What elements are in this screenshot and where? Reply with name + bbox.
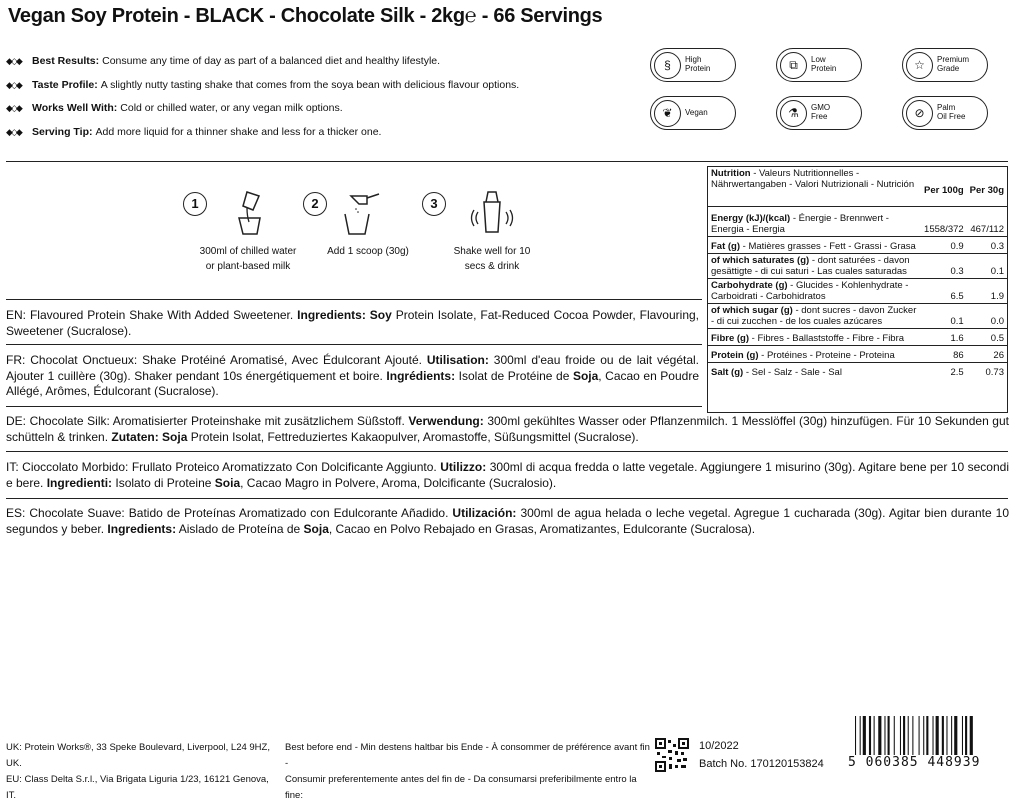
star-icon: ☆	[906, 52, 933, 79]
nutrition-row	[708, 237, 1007, 254]
badge-line1: Vegan	[685, 107, 708, 117]
value-per-100g: 6.5	[921, 279, 967, 304]
step-caption-line1: Add 1 scoop (30g)	[327, 246, 409, 257]
badge-line2: Free	[811, 112, 828, 121]
qr-code-icon	[655, 738, 689, 772]
col-per-30g: Per 30g	[969, 185, 1004, 196]
no-palm-icon: ⊘	[906, 100, 933, 127]
nutrition-row	[708, 304, 1007, 329]
feature-badges	[650, 48, 1010, 144]
badge-vegan	[650, 96, 736, 130]
nutrient-name: Fat (g)	[711, 241, 741, 252]
dna-icon: §	[654, 52, 681, 79]
value-per-100g: 1.6	[921, 329, 967, 346]
step-number: 2	[303, 192, 327, 216]
lang-text: Isolato di Proteine	[112, 475, 215, 490]
lang-bold: Soja	[572, 368, 599, 383]
nutrient-translations: - Fibres - Ballaststoffe - Fibre - Fibra	[749, 333, 905, 344]
nutrition-table	[707, 166, 1008, 413]
step-number: 3	[422, 192, 446, 216]
best-before-line2: Consumir preferentemente antes del fin de - Da consumarsi preferibilmente entro la fine:	[285, 774, 637, 801]
lang-text: , Cacao en Poudre Allégé, Arômes, Édulcorant (Sucralose).	[6, 368, 700, 398]
lang-bold: Zutaten: Soja	[111, 429, 188, 444]
date-batch-block	[699, 737, 824, 773]
badge-high-protein	[650, 48, 736, 82]
lang-bold: Utilización:	[452, 506, 517, 520]
badge-line1: High	[685, 55, 702, 65]
sparkle-icon: ◆◇◆	[6, 56, 21, 67]
nutrient-name: Salt (g)	[711, 367, 744, 378]
nutrition-row	[708, 254, 1007, 279]
nutrient-translations: - Sel - Salz - Sale - Sal	[743, 367, 842, 378]
lang-bold: Ingredienti:	[46, 475, 113, 490]
value-per-30g: 0.73	[985, 367, 1004, 378]
nutrient-translations: - Protéines - Proteine - Proteina	[758, 350, 895, 361]
value-per-30g: 26	[967, 346, 1007, 363]
value-per-30g: 0.1	[967, 254, 1007, 279]
lang-text: Protein Isolate, Fat-Reduced Cocoa Powder, Flavouring, Sweetener (Sucralose).	[6, 308, 699, 338]
ingredients-it	[6, 460, 1009, 491]
benefit-text: A slightly nutty tasting shake that comes from the soya bean with delicious flavour options.	[100, 78, 520, 91]
sparkle-icon: ◆◇◆	[6, 103, 21, 114]
nutrient-name: Fibre (g)	[711, 333, 749, 344]
badge-line2: Oil Free	[937, 112, 966, 121]
benefit-label: Works Well With:	[32, 102, 118, 115]
eu-address: EU: Class Delta S.r.l., Via Brigata Liguria 1/23, 16121 Genova, IT.	[6, 774, 269, 801]
badge-premium-grade	[902, 48, 988, 82]
nutrition-header-row	[708, 167, 1007, 207]
badge-line1: Low	[811, 55, 826, 65]
value-per-30g: 0.0	[967, 304, 1007, 329]
nutrition-row	[708, 363, 1007, 380]
badge-line2: Protein	[811, 64, 837, 73]
best-before-date: 10/2022	[699, 740, 739, 752]
lang-text: FR: Chocolat Onctueux: Shake Protéiné Aromatisé, Avec Édulcorant Ajouté.	[6, 353, 427, 367]
lang-bold: Verwendung:	[408, 414, 484, 428]
address-block	[6, 740, 276, 804]
badge-line1: GMO	[811, 103, 831, 113]
batch-number: Batch No. 170120153824	[699, 758, 824, 770]
lang-text: Protein Isolat, Fettreduziertes Kakaopulver, Aromastoffe, Süßungsmittel (Sucralose).	[187, 429, 639, 444]
badge-low-protein	[776, 48, 862, 82]
nutrient-translations: - dont sucres - davon Zucker - di cui zucchen - de los cuales azúcares	[711, 305, 917, 327]
value-per-100g: 0.1	[921, 304, 967, 329]
value-per-100g: 2.5	[950, 367, 964, 378]
flask-icon: ⚗	[780, 100, 807, 127]
nutrient-translations: - dont saturées - davon gesättigte - di cui saturi - Las cuales saturadas	[711, 255, 910, 277]
best-before-line1: Best before end - Min destens haltbar bis Ende - À consommer de préférence avant fin -	[285, 742, 650, 769]
lang-text: 300ml di acqua fredda o latte vegetale. Aggiungere 1 misurino (30g). Agitare bene per 10 secondi e bere.	[6, 460, 1009, 490]
value-per-30g: 1.9	[967, 279, 1007, 304]
divider	[6, 344, 702, 345]
nutrition-header	[708, 167, 921, 207]
value-per-100g: 1558/372	[921, 207, 967, 237]
badge-palm-oil-free	[902, 96, 988, 130]
value-per-30g: 467/112	[967, 207, 1007, 237]
nutrient-name: of which saturates (g)	[711, 255, 810, 266]
lang-bold: Utilizzo:	[440, 460, 487, 474]
ingredients-fr	[6, 353, 699, 400]
lang-bold: Utilisation:	[426, 353, 489, 367]
step-number: 1	[183, 192, 207, 216]
lang-bold: Soja	[303, 521, 329, 536]
lang-text: , Cacao en Polvo Rebajado en Grasas, Aromatizantes, Edulcorante (Sucralosa).	[328, 521, 756, 536]
benefit-item	[6, 50, 636, 74]
lang-bold: Ingrédients:	[386, 368, 456, 383]
ingredients-de	[6, 414, 1009, 445]
lang-text: IT: Cioccolato Morbido: Frullato Proteico Aromatizzato Con Dolcificante Aggiunto.	[6, 460, 441, 474]
step-caption	[298, 245, 438, 260]
nutrition-row	[708, 329, 1007, 346]
nutrition-header-bold: Nutrition	[711, 168, 751, 179]
lang-text: ES: Chocolate Suave: Batido de Proteínas Aromatizado con Edulcorante Añadido.	[6, 506, 453, 520]
nutrition-header-text: - Valeurs Nutritionnelles - Nährwertangaben - Valori Nutrizionali - Nutrición	[711, 168, 915, 190]
nutrient-translations: - Énergie - Brennwert - Energia - Energia	[711, 213, 889, 235]
divider	[6, 299, 702, 300]
step-caption-line2: or plant-based milk	[205, 260, 291, 272]
nutrition-row	[708, 279, 1007, 304]
sparkle-icon: ◆◇◆	[6, 126, 21, 137]
lang-text: DE: Chocolate Silk: Aromatisierter Proteinshake mit zusätzlichem Süßstoff.	[6, 414, 409, 428]
benefits-list	[6, 50, 636, 144]
benefit-label: Taste Profile:	[32, 78, 98, 91]
barcode-number: 5 060385 448939	[848, 755, 981, 770]
badge-line1: Palm	[937, 103, 956, 113]
nutrient-translations: - Matières grasses - Fett - Grassi - Grasa	[740, 241, 916, 252]
nutrient-name: Carbohydrate (g)	[711, 280, 788, 291]
nutrient-translations: - Glucides - Kohlenhydrate - Carboidrati - Carbohidratos	[711, 280, 909, 302]
lang-text: 300ml gekühltes Wasser oder Pflanzenmilch. 1 Messlöffel (30g) hinzufügen. Für 10 Sekunden gut schütteln & trinken.	[6, 414, 1009, 444]
lang-text: Aislado de Proteína de	[176, 521, 304, 536]
step-caption-line1: Shake well for 10	[453, 246, 531, 257]
pour-water-icon	[217, 188, 265, 236]
value-per-30g: 0.5	[967, 329, 1007, 346]
divider	[6, 161, 1008, 162]
benefit-label: Serving Tip:	[32, 125, 93, 138]
lang-text: Isolat de Protéine de	[455, 368, 573, 383]
step-caption	[422, 245, 562, 274]
value-per-100g: 0.9	[921, 237, 967, 254]
badge-line2: Grade	[937, 64, 960, 73]
divider	[6, 498, 1008, 499]
divider	[6, 451, 1008, 452]
benefit-text: Add more liquid for a thinner shake and less for a thicker one.	[95, 125, 382, 138]
nutrition-row	[708, 346, 1007, 363]
lang-text: , Cacao Magro in Polvere, Aroma, Dolcificante (Sucralosio).	[240, 475, 557, 490]
benefit-item	[6, 121, 636, 145]
lang-text: EN: Flavoured Protein Shake With Added Sweetener.	[6, 308, 298, 322]
badge-gmo-free	[776, 96, 862, 130]
best-before-block	[285, 740, 655, 804]
nutrient-name: Protein (g)	[711, 350, 759, 361]
ingredients-en	[6, 308, 699, 339]
step-caption-line1: 300ml of chilled water	[199, 246, 297, 257]
badge-line1: Premium	[937, 55, 970, 65]
lang-bold: Soia	[214, 475, 241, 490]
lang-text: 300ml de agua helada o leche vegetal. Agregue 1 cucharada (30g). Agitar bien durante 10 segundos y beber.	[6, 506, 1009, 536]
ingredients-es	[6, 506, 1009, 537]
leaf-icon: ❦	[654, 100, 681, 127]
col-per-100g: Per 100g	[924, 185, 964, 196]
divider	[6, 406, 702, 407]
product-title: Vegan Soy Protein - BLACK - Chocolate Silk - 2kg℮ - 66 Servings	[8, 5, 603, 27]
nutrition-row	[708, 207, 1007, 237]
nutrient-name: Energy (kJ)/(kcal)	[711, 213, 791, 224]
step-caption-line2: secs & drink	[464, 260, 520, 272]
cubes-icon: ⧉	[780, 52, 807, 79]
scoop-icon	[337, 188, 385, 236]
badge-line2: Protein	[685, 64, 711, 73]
value-per-100g: 86	[921, 346, 967, 363]
benefit-item	[6, 97, 636, 121]
value-per-30g: 0.3	[967, 237, 1007, 254]
sparkle-icon: ◆◇◆	[6, 79, 21, 90]
nutrient-name: of which sugar (g)	[711, 305, 793, 316]
benefit-item	[6, 74, 636, 98]
uk-address: UK: Protein Works®, 33 Speke Boulevard, Liverpool, L24 9HZ, UK.	[6, 742, 270, 769]
lang-bold: Ingredients:	[107, 521, 177, 536]
shaker-icon	[462, 188, 518, 236]
lang-bold: Ingredients: Soy	[297, 308, 392, 322]
benefit-text: Cold or chilled water, or any vegan milk options.	[120, 102, 343, 115]
benefit-label: Best Results:	[32, 55, 100, 68]
lang-text: 300ml d'eau froide ou de lait végétal. Ajouter 1 cuillère (30g). Shaker pendant 10s énergétiquement et boire.	[6, 353, 700, 383]
benefit-text: Consume any time of day as part of a balanced diet and healthy lifestyle.	[102, 55, 441, 68]
step-caption	[178, 245, 318, 274]
value-per-100g: 0.3	[921, 254, 967, 279]
